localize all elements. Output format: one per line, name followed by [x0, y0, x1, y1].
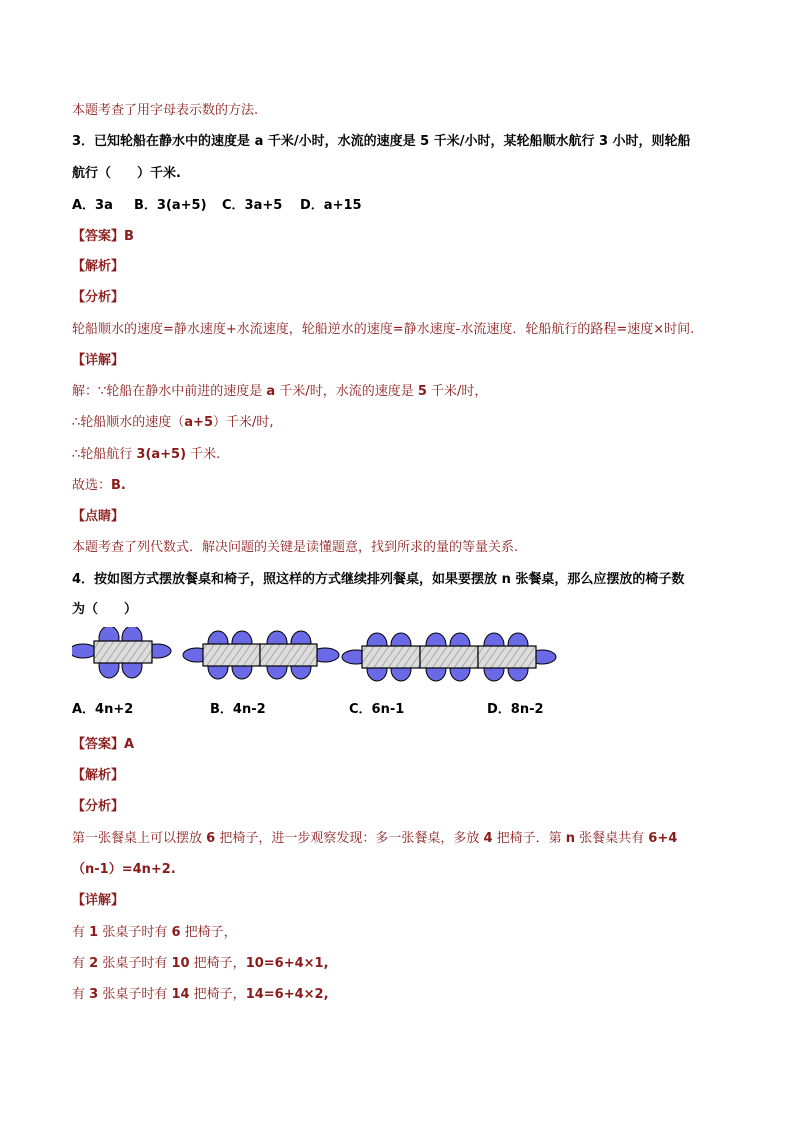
q4-stem-line2: 为（ ）	[72, 602, 138, 617]
q3-options	[72, 197, 362, 215]
q3-dianjing-heading: 【点睛】	[72, 509, 125, 524]
q4-fenxi-line2: （n-1）=4n+2.	[72, 862, 176, 877]
q3-option-d: D．a+15	[300, 198, 362, 213]
table-shape	[362, 646, 420, 668]
q3-stem-line1: 3．已知轮船在静水中的速度是 a 千米/小时，水流的速度是 5 千米/小时，某轮船顺水航行 3 小时，则轮船	[72, 134, 691, 149]
q3-answer: 【答案】B	[72, 229, 134, 244]
q3-option-c: C．3a+5	[222, 198, 283, 213]
q4-answer: 【答案】A	[72, 737, 135, 752]
q3-detail-2: ∴轮船顺水的速度（a+5）千米/时,	[72, 415, 274, 430]
q4-options	[72, 701, 544, 719]
q4-option-c: C．6n-1	[349, 702, 405, 717]
chair-shape	[72, 644, 97, 658]
q4-detail-2: 有 2 张桌子时有 10 把椅子，10=6+4×1,	[72, 956, 329, 971]
q3-stem-line2: 航行（ ）千米.	[72, 166, 181, 181]
q3-detail-4: 故选：B.	[72, 478, 126, 493]
table-shape	[203, 644, 260, 666]
q3-jiexi-heading: 【解析】	[72, 259, 125, 274]
tables-and-chairs-figure	[72, 627, 562, 689]
q3-fenxi-heading: 【分析】	[72, 290, 125, 305]
figure-2-two-tables	[183, 631, 339, 679]
q3-dianjing-text: 本题考查了列代数式．解决问题的关键是读懂题意，找到所求的量的等量关系.	[72, 540, 519, 555]
q3-detail-3: ∴轮船航行 3(a+5) 千米.	[72, 447, 221, 462]
prev-conclusion: 本题考查了用字母表示数的方法.	[72, 103, 259, 118]
q4-option-d: D．8n-2	[487, 702, 544, 717]
q4-stem-line1: 4．按如图方式摆放餐桌和椅子，照这样的方式继续排列餐桌，如果要摆放 n 张餐桌，那么应摆放的椅子数	[72, 572, 685, 587]
table-shape	[260, 644, 317, 666]
q4-fenxi-heading: 【分析】	[72, 799, 125, 814]
q4-fenxi-line1: 第一张餐桌上可以摆放 6 把椅子，进一步观察发现：多一张餐桌，多放 4 把椅子．第 n 张餐桌共有 6+4	[72, 831, 678, 846]
q4-jiexi-heading: 【解析】	[72, 768, 125, 783]
figure-3-three-tables	[342, 633, 556, 681]
q4-detail-1: 有 1 张桌子时有 6 把椅子，	[72, 925, 237, 940]
figure-1-one-table	[72, 627, 171, 678]
q4-option-b: B．4n-2	[210, 702, 266, 717]
q3-xiangjie-heading: 【详解】	[72, 353, 125, 368]
q4-detail-3: 有 3 张桌子时有 14 把椅子，14=6+4×2,	[72, 987, 329, 1002]
q3-fenxi-text: 轮船顺水的速度=静水速度+水流速度，轮船逆水的速度=静水速度-水流速度．轮船航行的路程=速度×时间.	[72, 322, 695, 337]
table-shape	[478, 646, 536, 668]
q3-option-a: A．3a	[72, 198, 113, 213]
q4-xiangjie-heading: 【详解】	[72, 893, 125, 908]
q4-option-a: A．4n+2	[72, 702, 134, 717]
table-shape	[420, 646, 478, 668]
table-shape	[94, 641, 152, 663]
q3-detail-1: 解：∵轮船在静水中前进的速度是 a 千米/时，水流的速度是 5 千米/时，	[72, 384, 488, 399]
q3-option-b: B．3(a+5)	[134, 198, 207, 213]
